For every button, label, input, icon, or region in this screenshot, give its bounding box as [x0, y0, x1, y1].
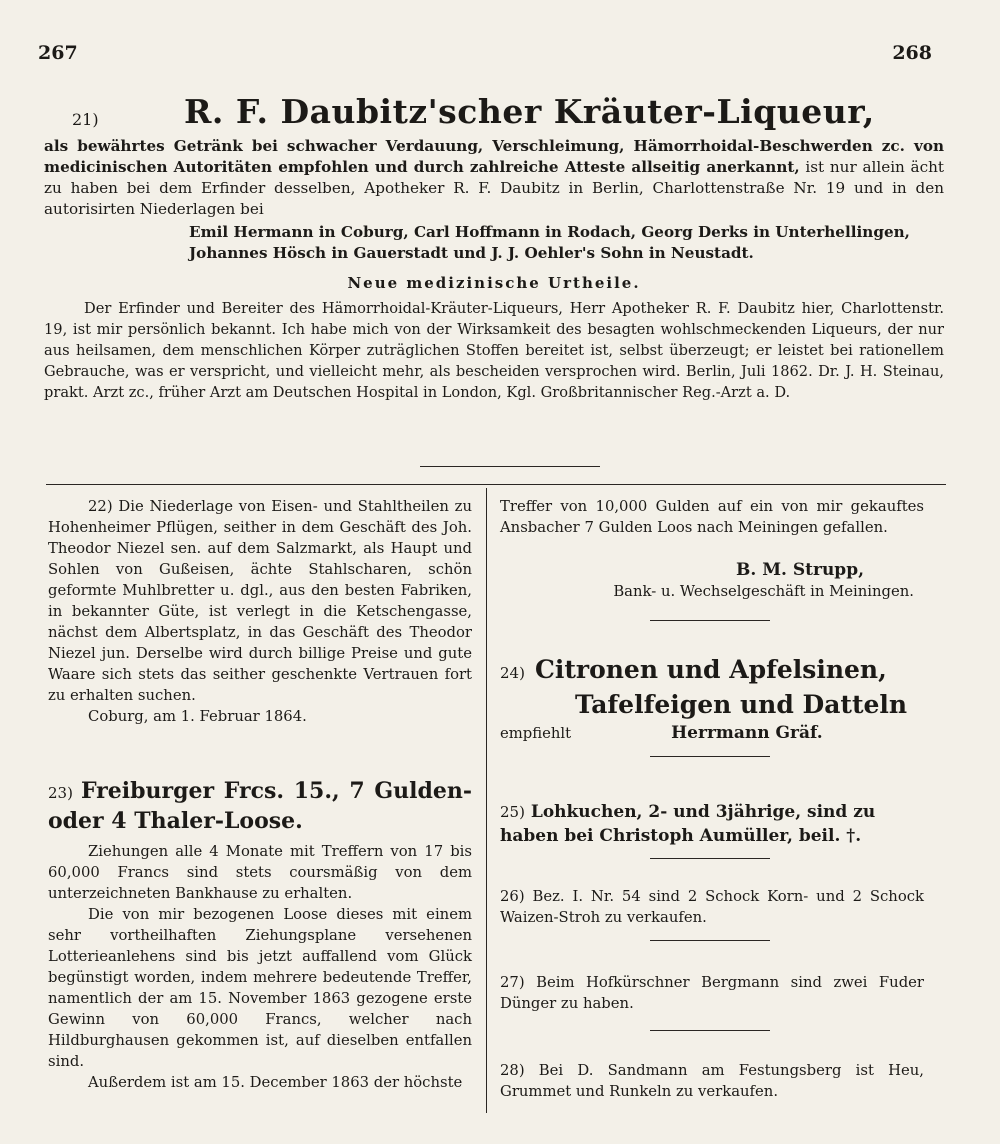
- page-number-right: 268: [892, 42, 932, 64]
- separator-rule: [650, 756, 770, 757]
- right-column: [500, 496, 924, 1102]
- dealers-text: Emil Hermann in Coburg, Carl Hoffmann in Rodach, Georg Derks in Unterhellingen, Johannes Hösch in Gauerstadt und J. J. Oehler's Sohn in Neustadt.: [189, 223, 910, 262]
- testimonial: Der Erfinder und Bereiter des Hämorrhoidal-Kräuter-Liqueurs, Herr Apotheker R. F. Daubitz hier, Charlottenstr. 19, ist mir persönlich bekannt. Ich habe mich von der Wirksamkeit des besagten wohlschmeckenden Liqueurs, der nur aus heilsamen, dem menschlichen Körper zuträglichen Stoffen bereitet ist, selbst überzeugt; er leistet bei rationellem Gebrauche, was er verspricht, und vielleicht mehr, als bescheiden versprochen wird. Berlin, Juli 1862. Dr. J. H. Steinau, prakt. Arzt zc., früher Arzt am Deutschen Hospital in London, Kgl. Großbritannischer Reg.-Arzt a. D.: [44, 300, 944, 401]
- ad-24-line1: Citronen und Apfelsinen,: [534, 655, 887, 684]
- ad-24-line2: Tafelfeigen und Datteln: [575, 690, 908, 719]
- ad-intro: [44, 136, 944, 220]
- page-number-left: 267: [38, 42, 78, 64]
- column-top-rule: [46, 484, 946, 485]
- ad-28: 28) Bei D. Sandmann am Festungsberg ist Heu, Grummet und Runkeln zu verkaufen.: [500, 1062, 924, 1100]
- ad-23-para1: Ziehungen alle 4 Monate mit Treffern von 17 bis 60,000 Francs sind stets coursmäßig von dem unterzeichneten Bankhause zu erhalten.: [48, 843, 472, 902]
- ad-25: [500, 800, 924, 848]
- separator-rule: [650, 1030, 770, 1031]
- heading-text: Freiburger Frcs. 15., 7 Gulden- oder 4 Thaler-Loose.: [48, 778, 472, 834]
- ad-24-name: Herrmann Gräf.: [671, 723, 823, 743]
- ad-number: 23): [48, 784, 73, 802]
- dealers-list: [189, 222, 929, 264]
- ad-23-signature-sub: Bank- u. Wechselgeschäft in Meiningen.: [613, 583, 914, 600]
- ad-22-text: 22) Die Niederlage von Eisen- und Stahltheilen zu Hohenheimer Pflügen, seither in dem Geschäft des Joh. Theodor Niezel sen. auf dem Salzmarkt, als Haupt und Sohlen von Gußeisen, ächte Stahlscharen, schön geformte Muhlbretter u. dgl., aus den besten Fabriken, in bekannter Güte, ist verlegt in die Ketschengasse, nächst dem Albertsplatz, in das Geschäft des Theodor Niezel jun. Derselbe wird durch billige Preise und gute Waare sich stets das seither geschenkte Vertrauen fort zu erhalten suchen.: [48, 498, 472, 704]
- ad-22-date: Coburg, am 1. Februar 1864.: [88, 708, 307, 725]
- ad-25-text: Lohkuchen, 2- und 3jährige, sind zu haben bei Christoph Aumüller, beil. †.: [500, 802, 876, 846]
- separator-rule: [420, 466, 600, 467]
- ad-24-heading: [500, 654, 924, 721]
- ad-24-seller: [500, 723, 924, 744]
- ad-number: 21): [72, 110, 99, 129]
- ad-23-para2: Die von mir bezogenen Loose dieses mit einem sehr vortheilhaften Ziehungsplane versehenen Lotterieanlehens sind bis jetzt auffallend vom Glück begünstigt worden, indem mehrere bedeutende Treffer, namentlich der am 15. November 1863 gezogene erste Gewinn von 60,000 Francs, welcher nach Hildburghausen gekommen ist, auf dieselben entfallen sind.: [48, 906, 472, 1070]
- intro-rest: ist nur allein ächt zu haben bei dem Erfinder desselben, Apotheker R. F. Daubitz in Berlin, Charlottenstraße Nr. 19 und in den autorisirten Niederlagen bei: [44, 158, 945, 218]
- column-divider: [486, 488, 487, 1113]
- ad-23-signature: B. M. Strupp,: [736, 560, 864, 580]
- subheading: Neue medizinische Urtheile.: [347, 274, 641, 292]
- separator-rule: [650, 858, 770, 859]
- separator-rule: [650, 620, 770, 621]
- ad-27: 27) Beim Hofkürschner Bergmann sind zwei Fuder Dünger zu haben.: [500, 974, 924, 1012]
- ad-23-para3: Außerdem ist am 15. December 1863 der höchste: [88, 1074, 463, 1091]
- left-column: [48, 496, 472, 1093]
- ad-number: 24): [500, 664, 525, 682]
- ad-26: 26) Bez. I. Nr. 54 sind 2 Schock Korn- und 2 Schock Waizen-Stroh zu verkaufen.: [500, 888, 924, 926]
- ad-number: 25): [500, 803, 525, 821]
- ad-24-prefix: empfiehlt: [500, 725, 572, 742]
- ad-title: R. F. Daubitz'scher Kräuter-Liqueur,: [184, 92, 875, 131]
- separator-rule: [650, 940, 770, 941]
- ad-21-liqueur: [44, 92, 944, 403]
- ad-23-heading: [48, 777, 472, 835]
- intro-bold: als bewährtes Getränk bei schwacher Verdauung, Verschleimung, Hämorrhoidal-Beschwerden zc. von medicinischen Autoritäten empfohlen und durch zahlreiche Atteste allseitig anerkannt,: [44, 137, 944, 176]
- ad-23-continuation: Treffer von 10,000 Gulden auf ein von mir gekauftes Ansbacher 7 Gulden Loos nach Meiningen gefallen.: [500, 498, 924, 536]
